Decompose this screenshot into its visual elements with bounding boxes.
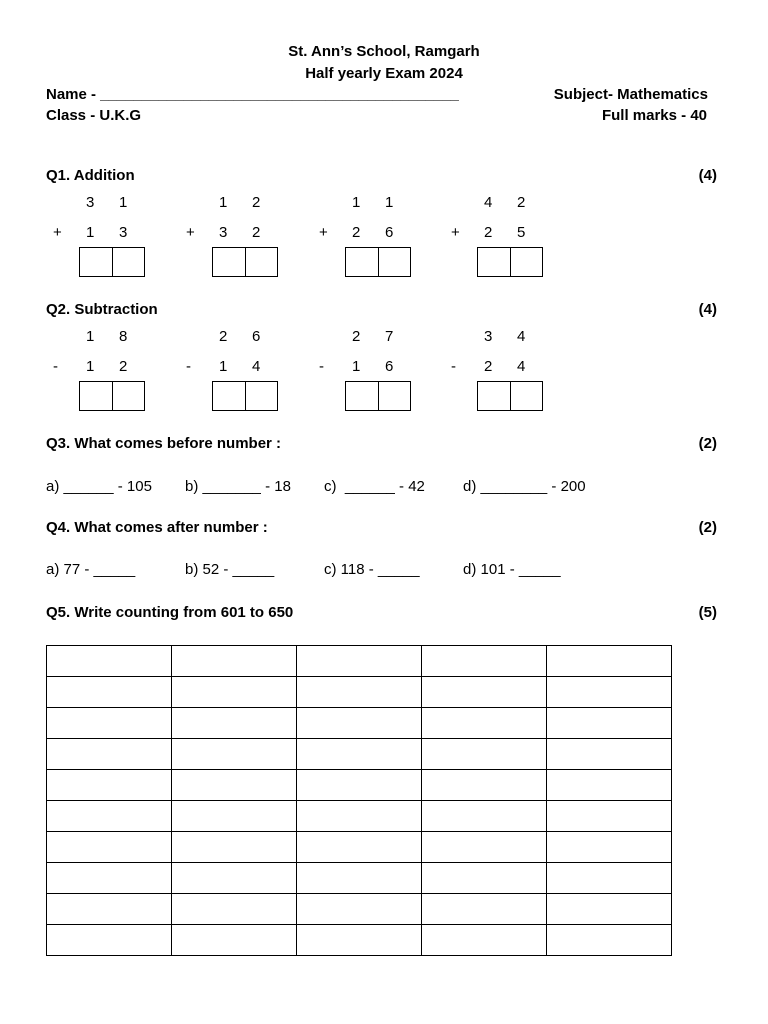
answer-tens-cell[interactable] (478, 248, 510, 276)
grid-cell[interactable] (47, 894, 172, 925)
q4-item-c: c) 118 - _____ (324, 561, 420, 578)
answer-ones-cell[interactable] (112, 248, 145, 276)
bottom-tens-digit: 1 (86, 358, 95, 375)
operator-sign: + (186, 224, 195, 241)
bottom-ones-digit: 6 (385, 224, 394, 241)
answer-tens-cell[interactable] (478, 382, 510, 410)
name-line: Name - ___________________________________________ (46, 86, 459, 103)
top-ones-digit: 2 (252, 194, 261, 211)
grid-cell[interactable] (47, 832, 172, 863)
operator-sign: - (319, 358, 324, 375)
q2-problem-4 (450, 328, 560, 423)
grid-cell[interactable] (297, 770, 422, 801)
top-ones-digit: 8 (119, 328, 128, 345)
answer-ones-cell[interactable] (378, 248, 411, 276)
grid-cell[interactable] (172, 770, 297, 801)
q4-item-d: d) 101 - _____ (463, 561, 561, 578)
q1-marks: (4) (698, 167, 717, 184)
q1-problem-3 (318, 194, 428, 289)
top-ones-digit: 7 (385, 328, 394, 345)
school-name: St. Ann’s School, Ramgarh (288, 43, 480, 60)
bottom-tens-digit: 1 (219, 358, 228, 375)
grid-cell[interactable] (422, 925, 547, 956)
q3-item-c: c) ______ - 42 (324, 478, 425, 495)
grid-cell[interactable] (547, 708, 672, 739)
q3-marks: (2) (698, 435, 717, 452)
grid-cell[interactable] (422, 770, 547, 801)
bottom-tens-digit: 2 (484, 358, 493, 375)
grid-row (47, 863, 672, 894)
answer-box[interactable] (79, 381, 145, 411)
grid-cell[interactable] (47, 677, 172, 708)
operator-sign: + (319, 224, 328, 241)
grid-row (47, 708, 672, 739)
answer-ones-cell[interactable] (112, 382, 145, 410)
grid-cell[interactable] (172, 677, 297, 708)
top-tens-digit: 3 (86, 194, 95, 211)
bottom-tens-digit: 1 (352, 358, 361, 375)
answer-ones-cell[interactable] (245, 382, 278, 410)
q1-problem-1 (52, 194, 162, 289)
bottom-tens-digit: 2 (352, 224, 361, 241)
grid-cell[interactable] (422, 832, 547, 863)
q4-item-a: a) 77 - _____ (46, 561, 136, 578)
bottom-tens-digit: 3 (219, 224, 228, 241)
grid-cell[interactable] (297, 894, 422, 925)
top-tens-digit: 1 (86, 328, 95, 345)
operator-sign: - (53, 358, 58, 375)
grid-cell[interactable] (297, 832, 422, 863)
grid-cell[interactable] (297, 801, 422, 832)
grid-cell[interactable] (172, 801, 297, 832)
q1-problem-2 (185, 194, 295, 289)
answer-box[interactable] (212, 381, 278, 411)
grid-cell[interactable] (422, 677, 547, 708)
answer-tens-cell[interactable] (213, 248, 245, 276)
q1-title: Q1. Addition (46, 167, 135, 184)
top-ones-digit: 4 (517, 328, 526, 345)
grid-cell[interactable] (297, 925, 422, 956)
answer-ones-cell[interactable] (245, 248, 278, 276)
answer-box[interactable] (212, 247, 278, 277)
answer-ones-cell[interactable] (510, 382, 543, 410)
top-tens-digit: 1 (352, 194, 361, 211)
grid-cell[interactable] (47, 925, 172, 956)
bottom-ones-digit: 2 (252, 224, 261, 241)
grid-cell[interactable] (422, 894, 547, 925)
grid-cell[interactable] (172, 863, 297, 894)
grid-cell[interactable] (297, 646, 422, 677)
grid-cell[interactable] (172, 894, 297, 925)
q3-item-d: d) ________ - 200 (463, 478, 586, 495)
grid-row (47, 646, 672, 677)
grid-row (47, 925, 672, 956)
q3-item-a: a) ______ - 105 (46, 478, 152, 495)
grid-row (47, 770, 672, 801)
top-ones-digit: 2 (517, 194, 526, 211)
grid-cell[interactable] (547, 646, 672, 677)
grid-cell[interactable] (47, 863, 172, 894)
bottom-ones-digit: 4 (517, 358, 526, 375)
grid-row (47, 894, 672, 925)
operator-sign: - (451, 358, 456, 375)
q2-problem-3 (318, 328, 428, 423)
q4-marks: (2) (698, 519, 717, 536)
grid-row (47, 832, 672, 863)
top-tens-digit: 4 (484, 194, 493, 211)
answer-box[interactable] (79, 247, 145, 277)
class-label: Class - U.K.G (46, 107, 142, 124)
grid-cell[interactable] (47, 770, 172, 801)
bottom-ones-digit: 4 (252, 358, 261, 375)
q5-marks: (5) (698, 604, 717, 621)
grid-cell[interactable] (47, 801, 172, 832)
grid-cell[interactable] (172, 708, 297, 739)
grid-cell[interactable] (547, 925, 672, 956)
subject-label: Subject- Mathematics (553, 86, 708, 103)
answer-tens-cell[interactable] (213, 382, 245, 410)
answer-box[interactable] (477, 381, 543, 411)
grid-row (47, 677, 672, 708)
top-ones-digit: 6 (252, 328, 261, 345)
grid-cell[interactable] (547, 832, 672, 863)
answer-tens-cell[interactable] (346, 382, 378, 410)
grid-cell[interactable] (422, 646, 547, 677)
operator-sign: - (186, 358, 191, 375)
grid-cell[interactable] (47, 708, 172, 739)
answer-ones-cell[interactable] (510, 248, 543, 276)
grid-cell[interactable] (422, 739, 547, 770)
grid-cell[interactable] (172, 832, 297, 863)
bottom-tens-digit: 2 (484, 224, 493, 241)
q1-problem-4 (450, 194, 560, 289)
answer-box[interactable] (477, 247, 543, 277)
grid-cell[interactable] (422, 863, 547, 894)
grid-cell[interactable] (172, 739, 297, 770)
grid-cell[interactable] (547, 801, 672, 832)
grid-cell[interactable] (297, 708, 422, 739)
grid-row (47, 739, 672, 770)
bottom-ones-digit: 5 (517, 224, 526, 241)
answer-tens-cell[interactable] (346, 248, 378, 276)
answer-box[interactable] (345, 247, 411, 277)
bottom-ones-digit: 2 (119, 358, 128, 375)
answer-box[interactable] (345, 381, 411, 411)
q3-item-b: b) _______ - 18 (185, 478, 291, 495)
top-tens-digit: 1 (219, 194, 228, 211)
bottom-ones-digit: 3 (119, 224, 128, 241)
grid-cell[interactable] (547, 894, 672, 925)
q2-marks: (4) (698, 301, 717, 318)
grid-cell[interactable] (547, 770, 672, 801)
answer-ones-cell[interactable] (378, 382, 411, 410)
q2-title: Q2. Subtraction (46, 301, 158, 318)
grid-cell[interactable] (47, 646, 172, 677)
grid-row (47, 801, 672, 832)
q2-problem-2 (185, 328, 295, 423)
q4-title: Q4. What comes after number : (46, 519, 268, 536)
q5-title: Q5. Write counting from 601 to 650 (46, 604, 294, 621)
counting-grid (46, 645, 672, 956)
bottom-tens-digit: 1 (86, 224, 95, 241)
answer-tens-cell[interactable] (80, 382, 112, 410)
grid-cell[interactable] (297, 863, 422, 894)
grid-cell[interactable] (47, 739, 172, 770)
q3-title: Q3. What comes before number : (46, 435, 282, 452)
answer-tens-cell[interactable] (80, 248, 112, 276)
top-tens-digit: 2 (219, 328, 228, 345)
grid-cell[interactable] (297, 677, 422, 708)
grid-cell[interactable] (422, 708, 547, 739)
grid-cell[interactable] (172, 646, 297, 677)
grid-cell[interactable] (172, 925, 297, 956)
bottom-ones-digit: 6 (385, 358, 394, 375)
grid-cell[interactable] (422, 801, 547, 832)
grid-cell[interactable] (547, 739, 672, 770)
top-ones-digit: 1 (385, 194, 394, 211)
operator-sign: + (53, 224, 62, 241)
q4-item-b: b) 52 - _____ (185, 561, 275, 578)
exam-title: Half yearly Exam 2024 (305, 65, 463, 82)
operator-sign: + (451, 224, 460, 241)
top-ones-digit: 1 (119, 194, 128, 211)
grid-cell[interactable] (297, 739, 422, 770)
q2-problem-1 (52, 328, 162, 423)
grid-cell[interactable] (547, 863, 672, 894)
top-tens-digit: 2 (352, 328, 361, 345)
full-marks-label: Full marks - 40 (601, 107, 707, 124)
grid-cell[interactable] (547, 677, 672, 708)
top-tens-digit: 3 (484, 328, 493, 345)
